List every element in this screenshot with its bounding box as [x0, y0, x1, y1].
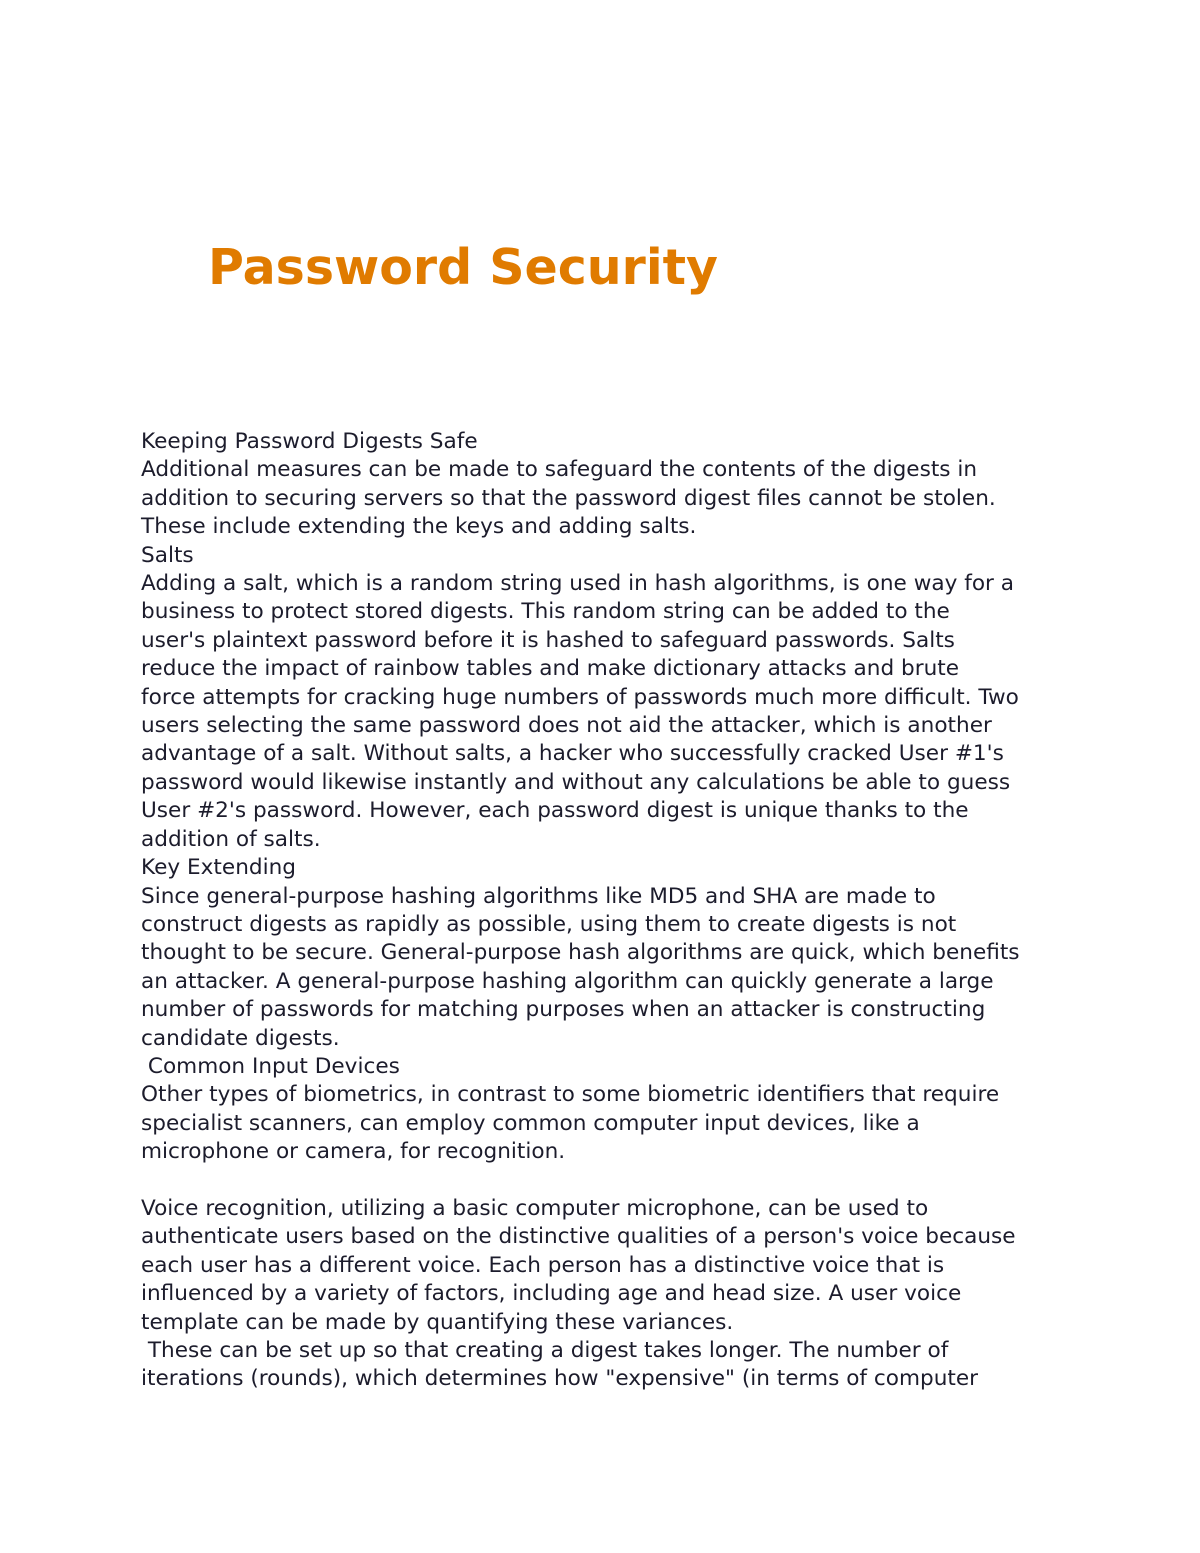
text-line: Common Input Devices [141, 1053, 400, 1079]
text-line: iterations (rounds), which determines how "expensive" (in terms of computer [141, 1366, 979, 1392]
text-line: candidate digests. [141, 1025, 340, 1051]
text-line: an attacker. A general-purpose hashing algorithm can quickly generate a large [141, 968, 994, 994]
text-line: influenced by a variety of factors, including age and head size. A user voice [141, 1281, 962, 1307]
text-line: users selecting the same password does not aid the attacker, which is another [141, 713, 992, 739]
blank-line [141, 1167, 1101, 1195]
text-line: These can be set up so that creating a digest takes longer. The number of [141, 1337, 949, 1363]
text-line: password would likewise instantly and without any calculations be able to guess [141, 769, 1011, 795]
text-line: user's plaintext password before it is hashed to safeguard passwords. Salts [141, 627, 955, 653]
text-line: each user has a different voice. Each person has a distinctive voice that is [141, 1252, 945, 1278]
text-line: business to protect stored digests. This random string can be added to the [141, 599, 950, 625]
text-line: Additional measures can be made to safeguard the contents of the digests in [141, 457, 978, 483]
text-line: Voice recognition, utilizing a basic computer microphone, can be used to [141, 1195, 929, 1221]
text-line: Key Extending [141, 855, 296, 881]
text-line: advantage of a salt. Without salts, a hacker who successfully cracked User #1's [141, 741, 1004, 767]
text-line: authenticate users based on the distinctive qualities of a person's voice because [141, 1224, 1016, 1250]
text-line: These include extending the keys and adding salts. [141, 514, 697, 540]
text-line: thought to be secure. General-purpose hash algorithms are quick, which benefits [141, 940, 1020, 966]
text-line: addition to securing servers so that the password digest files cannot be stolen. [141, 485, 996, 511]
text-line: addition of salts. [141, 826, 321, 852]
document-title: Password Security [208, 239, 719, 296]
text-line: Keeping Password Digests Safe [141, 429, 478, 454]
text-line: Since general-purpose hashing algorithms like MD5 and SHA are made to [141, 883, 936, 909]
text-line: specialist scanners, can employ common computer input devices, like a [141, 1110, 920, 1136]
text-line: Other types of biometrics, in contrast to some biometric identifiers that require [141, 1082, 1000, 1108]
text-line: User #2's password. However, each password digest is unique thanks to the [141, 798, 969, 824]
text-line: construct digests as rapidly as possible, using them to create digests is not [141, 911, 957, 937]
document-body [141, 428, 1101, 1394]
text-line: template can be made by quantifying these variances. [141, 1309, 734, 1335]
text-line: Salts [141, 542, 194, 568]
text-line: number of passwords for matching purposes when an attacker is constructing [141, 997, 986, 1023]
text-line: reduce the impact of rainbow tables and make dictionary attacks and brute [141, 656, 960, 682]
text-line: Adding a salt, which is a random string used in hash algorithms, is one way for a [141, 571, 1015, 597]
text-line: microphone or camera, for recognition. [141, 1139, 566, 1165]
text-line: force attempts for cracking huge numbers of passwords much more difficult. Two [141, 684, 1019, 710]
